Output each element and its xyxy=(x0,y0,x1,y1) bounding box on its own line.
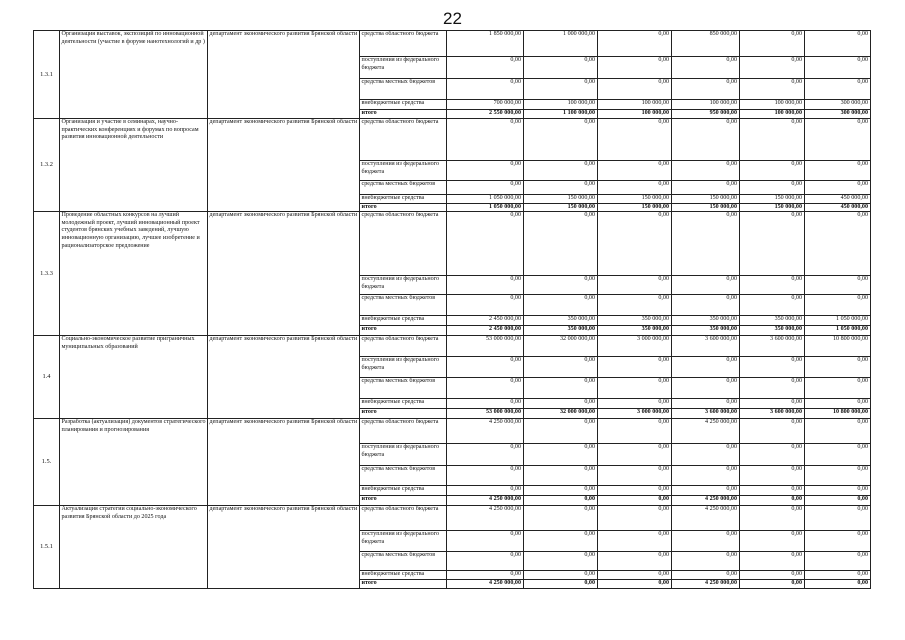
amount-cell: 0,00 xyxy=(805,119,871,161)
amount-cell: 0,00 xyxy=(447,79,524,100)
amount-cell: 0,00 xyxy=(740,496,805,506)
amount-cell: 3 000 000,00 xyxy=(598,409,672,419)
item-number: 1.3.2 xyxy=(34,119,60,212)
amount-cell: 0,00 xyxy=(805,357,871,378)
item-number: 1.3.1 xyxy=(34,31,60,119)
amount-cell: 0,00 xyxy=(524,378,598,399)
amount-cell: 0,00 xyxy=(672,486,740,496)
amount-cell: 1 000 000,00 xyxy=(524,31,598,57)
amount-cell: 0,00 xyxy=(447,486,524,496)
amount-cell: 1 100 000,00 xyxy=(524,110,598,119)
amount-cell: 0,00 xyxy=(598,496,672,506)
amount-cell: 10 800 000,00 xyxy=(805,336,871,357)
amount-cell: 0,00 xyxy=(598,444,672,466)
responsible-department: департамент экономического развития Брянской области xyxy=(208,336,360,419)
item-name: Социально-экономическое развитие приграничных муниципальных образований xyxy=(60,336,208,419)
funding-source-label: внебюджетные средства xyxy=(360,571,447,580)
amount-cell: 3 600 000,00 xyxy=(672,409,740,419)
amount-cell: 1 050 000,00 xyxy=(805,316,871,326)
amount-cell: 0,00 xyxy=(447,57,524,79)
amount-cell: 450 000,00 xyxy=(805,203,871,212)
amount-cell: 4 250 000,00 xyxy=(672,580,740,589)
funding-source-label: средства областного бюджета xyxy=(360,419,447,444)
amount-cell: 0,00 xyxy=(805,444,871,466)
funding-source-label: средства областного бюджета xyxy=(360,336,447,357)
amount-cell: 0,00 xyxy=(672,466,740,486)
amount-cell: 850 000,00 xyxy=(672,31,740,57)
item-name: Организация и участие в семинарах, научно-практических конференциях и форумах по вопросам развития инновационной деятельности xyxy=(60,119,208,212)
amount-cell: 350 000,00 xyxy=(524,316,598,326)
funding-source-label: средства областного бюджета xyxy=(360,31,447,57)
amount-cell: 0,00 xyxy=(805,419,871,444)
amount-cell: 0,00 xyxy=(447,531,524,552)
amount-cell: 0,00 xyxy=(598,531,672,552)
table-row xyxy=(34,212,871,276)
amount-cell: 0,00 xyxy=(524,181,598,195)
amount-cell: 0,00 xyxy=(524,571,598,580)
amount-cell: 0,00 xyxy=(598,506,672,531)
funding-source-label: итого xyxy=(360,203,447,212)
table-row xyxy=(34,336,871,357)
amount-cell: 0,00 xyxy=(672,531,740,552)
table-row xyxy=(34,506,871,531)
amount-cell: 0,00 xyxy=(598,212,672,276)
amount-cell: 0,00 xyxy=(805,531,871,552)
table-row xyxy=(34,31,871,57)
amount-cell: 0,00 xyxy=(598,276,672,295)
amount-cell: 150 000,00 xyxy=(740,203,805,212)
amount-cell: 0,00 xyxy=(524,119,598,161)
amount-cell: 0,00 xyxy=(598,571,672,580)
amount-cell: 0,00 xyxy=(598,378,672,399)
amount-cell: 0,00 xyxy=(672,161,740,181)
amount-cell: 0,00 xyxy=(672,378,740,399)
amount-cell: 350 000,00 xyxy=(740,316,805,326)
amount-cell: 0,00 xyxy=(598,57,672,79)
amount-cell: 0,00 xyxy=(598,161,672,181)
funding-source-label: внебюджетные средства xyxy=(360,486,447,496)
amount-cell: 0,00 xyxy=(672,212,740,276)
amount-cell: 0,00 xyxy=(740,79,805,100)
amount-cell: 0,00 xyxy=(524,580,598,589)
amount-cell: 0,00 xyxy=(598,79,672,100)
amount-cell: 700 000,00 xyxy=(447,100,524,110)
amount-cell: 0,00 xyxy=(598,357,672,378)
amount-cell: 0,00 xyxy=(740,552,805,571)
amount-cell: 0,00 xyxy=(598,295,672,316)
amount-cell: 1 850 000,00 xyxy=(447,31,524,57)
table-row xyxy=(34,119,871,161)
funding-source-label: поступления из федерального бюджета xyxy=(360,444,447,466)
amount-cell: 0,00 xyxy=(805,580,871,589)
responsible-department: департамент экономического развития Брянской области xyxy=(208,506,360,589)
amount-cell: 4 250 000,00 xyxy=(447,496,524,506)
amount-cell: 0,00 xyxy=(447,161,524,181)
amount-cell: 0,00 xyxy=(672,57,740,79)
funding-source-label: внебюджетные средства xyxy=(360,316,447,326)
amount-cell: 350 000,00 xyxy=(740,326,805,336)
amount-cell: 0,00 xyxy=(524,79,598,100)
amount-cell: 0,00 xyxy=(524,357,598,378)
amount-cell: 0,00 xyxy=(524,295,598,316)
amount-cell: 0,00 xyxy=(598,552,672,571)
funding-source-label: средства местных бюджетов xyxy=(360,295,447,316)
amount-cell: 0,00 xyxy=(524,399,598,409)
funding-source-label: средства областного бюджета xyxy=(360,212,447,276)
amount-cell: 0,00 xyxy=(672,119,740,161)
amount-cell: 0,00 xyxy=(805,31,871,57)
amount-cell: 0,00 xyxy=(447,571,524,580)
amount-cell: 450 000,00 xyxy=(805,195,871,204)
funding-source-label: средства местных бюджетов xyxy=(360,79,447,100)
amount-cell: 32 000 000,00 xyxy=(524,409,598,419)
funding-source-label: итого xyxy=(360,110,447,119)
amount-cell: 53 000 000,00 xyxy=(447,409,524,419)
amount-cell: 100 000,00 xyxy=(672,100,740,110)
amount-cell: 2 550 000,00 xyxy=(447,110,524,119)
amount-cell: 0,00 xyxy=(805,571,871,580)
amount-cell: 0,00 xyxy=(672,552,740,571)
amount-cell: 350 000,00 xyxy=(672,326,740,336)
item-name: Организация выставок, экспозиций по инновационной деятельности (участие в форуме нанотехнологий и др ) xyxy=(60,31,208,119)
amount-cell: 0,00 xyxy=(740,486,805,496)
amount-cell: 4 250 000,00 xyxy=(672,506,740,531)
amount-cell: 0,00 xyxy=(447,212,524,276)
amount-cell: 350 000,00 xyxy=(524,326,598,336)
amount-cell: 100 000,00 xyxy=(598,110,672,119)
amount-cell: 100 000,00 xyxy=(524,100,598,110)
amount-cell: 0,00 xyxy=(524,419,598,444)
amount-cell: 4 250 000,00 xyxy=(447,580,524,589)
responsible-department: департамент экономического развития Брянской области xyxy=(208,31,360,119)
amount-cell: 0,00 xyxy=(740,212,805,276)
amount-cell: 0,00 xyxy=(524,552,598,571)
amount-cell: 0,00 xyxy=(740,378,805,399)
amount-cell: 0,00 xyxy=(740,357,805,378)
amount-cell: 0,00 xyxy=(740,419,805,444)
amount-cell: 150 000,00 xyxy=(672,195,740,204)
amount-cell: 0,00 xyxy=(447,181,524,195)
amount-cell: 0,00 xyxy=(447,119,524,161)
item-name: Актуализация стратегии социально-экономического развития Брянской области до 2025 года xyxy=(60,506,208,589)
amount-cell: 350 000,00 xyxy=(598,316,672,326)
amount-cell: 150 000,00 xyxy=(524,203,598,212)
amount-cell: 0,00 xyxy=(672,399,740,409)
amount-cell: 0,00 xyxy=(805,378,871,399)
amount-cell: 4 250 000,00 xyxy=(672,496,740,506)
amount-cell: 0,00 xyxy=(447,399,524,409)
amount-cell: 0,00 xyxy=(805,295,871,316)
amount-cell: 350 000,00 xyxy=(598,326,672,336)
amount-cell: 0,00 xyxy=(524,444,598,466)
amount-cell: 0,00 xyxy=(524,486,598,496)
amount-cell: 0,00 xyxy=(598,466,672,486)
amount-cell: 0,00 xyxy=(524,276,598,295)
amount-cell: 0,00 xyxy=(524,212,598,276)
amount-cell: 32 000 000,00 xyxy=(524,336,598,357)
funding-source-label: поступления из федерального бюджета xyxy=(360,161,447,181)
funding-source-label: поступления из федерального бюджета xyxy=(360,357,447,378)
amount-cell: 0,00 xyxy=(805,276,871,295)
amount-cell: 150 000,00 xyxy=(598,203,672,212)
funding-source-label: итого xyxy=(360,580,447,589)
funding-source-label: поступления из федерального бюджета xyxy=(360,57,447,79)
budget-table xyxy=(33,30,871,589)
amount-cell: 0,00 xyxy=(740,531,805,552)
amount-cell: 0,00 xyxy=(740,399,805,409)
amount-cell: 0,00 xyxy=(805,161,871,181)
funding-source-label: внебюджетные средства xyxy=(360,195,447,204)
amount-cell: 0,00 xyxy=(805,466,871,486)
amount-cell: 0,00 xyxy=(740,181,805,195)
amount-cell: 150 000,00 xyxy=(524,195,598,204)
amount-cell: 150 000,00 xyxy=(740,195,805,204)
amount-cell: 0,00 xyxy=(524,496,598,506)
funding-source-label: внебюджетные средства xyxy=(360,399,447,409)
item-number: 1.5. xyxy=(34,419,60,506)
amount-cell: 0,00 xyxy=(447,276,524,295)
responsible-department: департамент экономического развития Брянской области xyxy=(208,119,360,212)
funding-source-label: итого xyxy=(360,496,447,506)
amount-cell: 100 000,00 xyxy=(740,100,805,110)
funding-source-label: поступления из федерального бюджета xyxy=(360,276,447,295)
amount-cell: 0,00 xyxy=(598,119,672,161)
amount-cell: 4 250 000,00 xyxy=(447,506,524,531)
funding-source-label: средства местных бюджетов xyxy=(360,181,447,195)
amount-cell: 0,00 xyxy=(805,181,871,195)
funding-source-label: средства местных бюджетов xyxy=(360,552,447,571)
amount-cell: 0,00 xyxy=(447,378,524,399)
amount-cell: 950 000,00 xyxy=(672,110,740,119)
amount-cell: 0,00 xyxy=(740,295,805,316)
amount-cell: 0,00 xyxy=(598,486,672,496)
amount-cell: 4 250 000,00 xyxy=(672,419,740,444)
item-number: 1.4 xyxy=(34,336,60,419)
amount-cell: 0,00 xyxy=(805,57,871,79)
amount-cell: 0,00 xyxy=(672,79,740,100)
item-name: Разработка (актуализация) документов стратегического планирования и прогнозирования xyxy=(60,419,208,506)
amount-cell: 0,00 xyxy=(740,57,805,79)
amount-cell: 0,00 xyxy=(740,161,805,181)
amount-cell: 150 000,00 xyxy=(598,195,672,204)
amount-cell: 0,00 xyxy=(672,357,740,378)
funding-source-label: поступления из федерального бюджета xyxy=(360,531,447,552)
amount-cell: 100 000,00 xyxy=(740,110,805,119)
amount-cell: 0,00 xyxy=(524,161,598,181)
amount-cell: 0,00 xyxy=(672,444,740,466)
amount-cell: 0,00 xyxy=(447,444,524,466)
amount-cell: 0,00 xyxy=(598,31,672,57)
amount-cell: 0,00 xyxy=(672,295,740,316)
amount-cell: 0,00 xyxy=(524,466,598,486)
item-number: 1.3.3 xyxy=(34,212,60,336)
amount-cell: 0,00 xyxy=(740,119,805,161)
amount-cell: 0,00 xyxy=(805,486,871,496)
amount-cell: 0,00 xyxy=(524,57,598,79)
amount-cell: 0,00 xyxy=(672,181,740,195)
item-number: 1.5.1 xyxy=(34,506,60,589)
amount-cell: 0,00 xyxy=(740,571,805,580)
amount-cell: 2 450 000,00 xyxy=(447,316,524,326)
amount-cell: 0,00 xyxy=(598,399,672,409)
amount-cell: 0,00 xyxy=(740,580,805,589)
amount-cell: 0,00 xyxy=(447,357,524,378)
amount-cell: 0,00 xyxy=(447,295,524,316)
amount-cell: 53 000 000,00 xyxy=(447,336,524,357)
amount-cell: 0,00 xyxy=(598,181,672,195)
funding-source-label: средства областного бюджета xyxy=(360,506,447,531)
amount-cell: 1 050 000,00 xyxy=(805,326,871,336)
amount-cell: 0,00 xyxy=(447,466,524,486)
amount-cell: 0,00 xyxy=(524,531,598,552)
amount-cell: 1 050 000,00 xyxy=(447,195,524,204)
amount-cell: 0,00 xyxy=(672,571,740,580)
amount-cell: 0,00 xyxy=(740,466,805,486)
amount-cell: 300 000,00 xyxy=(805,100,871,110)
amount-cell: 100 000,00 xyxy=(598,100,672,110)
amount-cell: 0,00 xyxy=(740,276,805,295)
funding-source-label: средства местных бюджетов xyxy=(360,466,447,486)
funding-source-label: средства местных бюджетов xyxy=(360,378,447,399)
amount-cell: 300 000,00 xyxy=(805,110,871,119)
amount-cell: 0,00 xyxy=(598,580,672,589)
amount-cell: 0,00 xyxy=(805,212,871,276)
amount-cell: 0,00 xyxy=(672,276,740,295)
amount-cell: 3 600 000,00 xyxy=(740,409,805,419)
amount-cell: 3 600 000,00 xyxy=(740,336,805,357)
amount-cell: 0,00 xyxy=(447,552,524,571)
amount-cell: 2 450 000,00 xyxy=(447,326,524,336)
amount-cell: 350 000,00 xyxy=(672,316,740,326)
item-name: Проведение областных конкурсов на лучший молодежный проект, лучший инновационный проект студентов брянских учебных заведений, лучшую инновационную организацию, лучшее изобретение и рационализаторское предложение xyxy=(60,212,208,336)
amount-cell: 1 050 000,00 xyxy=(447,203,524,212)
amount-cell: 0,00 xyxy=(598,419,672,444)
amount-cell: 0,00 xyxy=(805,552,871,571)
amount-cell: 10 800 000,00 xyxy=(805,409,871,419)
amount-cell: 0,00 xyxy=(805,496,871,506)
amount-cell: 0,00 xyxy=(805,399,871,409)
funding-source-label: итого xyxy=(360,409,447,419)
amount-cell: 0,00 xyxy=(740,506,805,531)
amount-cell: 0,00 xyxy=(805,506,871,531)
amount-cell: 4 250 000,00 xyxy=(447,419,524,444)
funding-source-label: итого xyxy=(360,326,447,336)
amount-cell: 0,00 xyxy=(740,444,805,466)
amount-cell: 3 600 000,00 xyxy=(672,336,740,357)
amount-cell: 0,00 xyxy=(524,506,598,531)
funding-source-label: внебюджетные средства xyxy=(360,100,447,110)
table-row xyxy=(34,419,871,444)
amount-cell: 0,00 xyxy=(740,31,805,57)
amount-cell: 0,00 xyxy=(805,79,871,100)
amount-cell: 3 000 000,00 xyxy=(598,336,672,357)
responsible-department: департамент экономического развития Брянской области xyxy=(208,212,360,336)
amount-cell: 150 000,00 xyxy=(672,203,740,212)
funding-source-label: средства областного бюджета xyxy=(360,119,447,161)
page-number: 22 xyxy=(443,9,462,28)
responsible-department: департамент экономического развития Брянской области xyxy=(208,419,360,506)
